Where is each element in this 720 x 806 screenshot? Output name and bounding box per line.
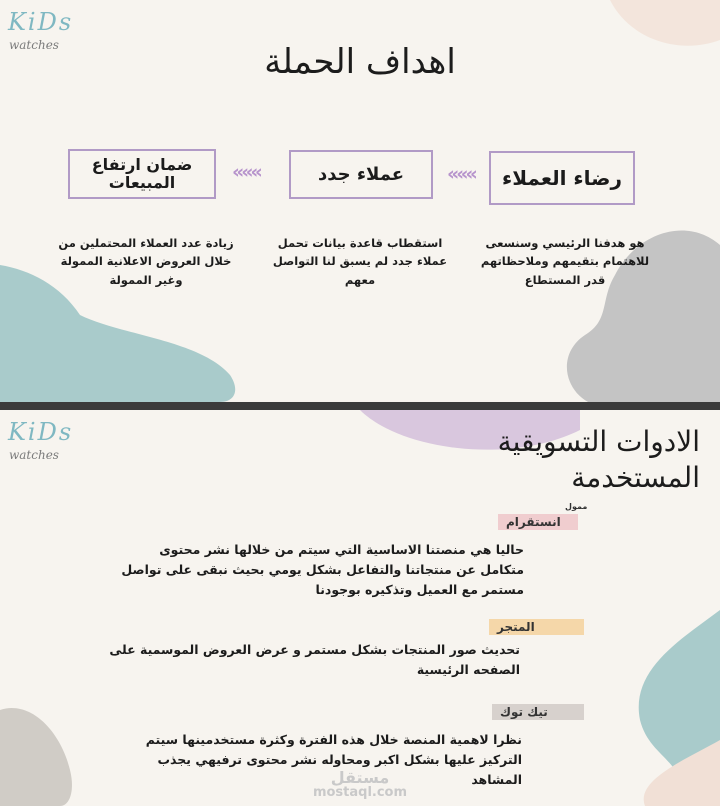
arrow-icon: ««« xyxy=(232,161,260,183)
tool-desc-store: تحديث صور المنتجات بشكل مستمر و عرض العروض الموسمية على الصفحه الرئيسية xyxy=(109,642,520,677)
goal-box-sales-increase: ضمان ارتفاع المبيعات xyxy=(68,149,216,199)
tool-tag-tiktok: تيك توك xyxy=(492,704,584,720)
page-title: اهداف الحملة xyxy=(264,42,456,82)
tool-desc-instagram: حاليا هي منصتنا الاساسية التي سيتم من خلالها نشر محتوى متكامل عن منتجاتنا والتفاعل بشكل يومي بحيث نبقى على تواصل مستمر مع العميل وتذكيره بوجودنا xyxy=(121,542,524,597)
slide-campaign-goals xyxy=(0,0,720,402)
logo-kids-text: KiDs xyxy=(8,8,74,36)
kids-watches-logo xyxy=(8,418,74,468)
logo-watches-text: watches xyxy=(9,448,59,462)
tool-tag-instagram: انستقرام xyxy=(498,514,578,530)
sponsored-label: ممول xyxy=(565,502,588,511)
slide-marketing-tools xyxy=(0,410,720,806)
watermark xyxy=(0,768,720,800)
tool-desc-tiktok: نظرا لاهمية المنصة خلال هذه الفترة وكثرة مستخدمينها سيتم التركيز عليها بشكل اكبر ومحاوله نشر محتوى ترفيهي يجذب المشاهد xyxy=(145,732,522,787)
page-title: الادوات التسويقية المستخدمة xyxy=(497,425,700,495)
goal-desc-sales-increase: زيادة عدد العملاء المحتملين من خلال العروض الاعلانية الممولة وغير الممولة xyxy=(58,236,234,287)
watermark-latin: mostaql.com xyxy=(312,785,408,800)
goal-box-customer-satisfaction: رضاء العملاء xyxy=(489,151,635,205)
arrow-icon: ««« xyxy=(447,163,475,185)
goal-desc-customer-satisfaction: هو هدفنا الرئيسي وسنسعى للاهتمام بتقيمهم وملاحظاتهم قدر المستطاع xyxy=(480,236,650,287)
goal-desc-new-customers: استقطاب قاعدة بيانات تحمل عملاء جدد لم يسبق لنا التواصل معهم xyxy=(272,236,448,287)
logo-kids-text: KiDs xyxy=(8,418,74,446)
tool-tag-store: المتجر xyxy=(489,619,584,635)
goal-box-new-customers: عملاء جدد xyxy=(289,150,433,199)
logo-watches-text: watches xyxy=(9,38,59,52)
watermark-arabic: مستقل xyxy=(330,768,390,787)
